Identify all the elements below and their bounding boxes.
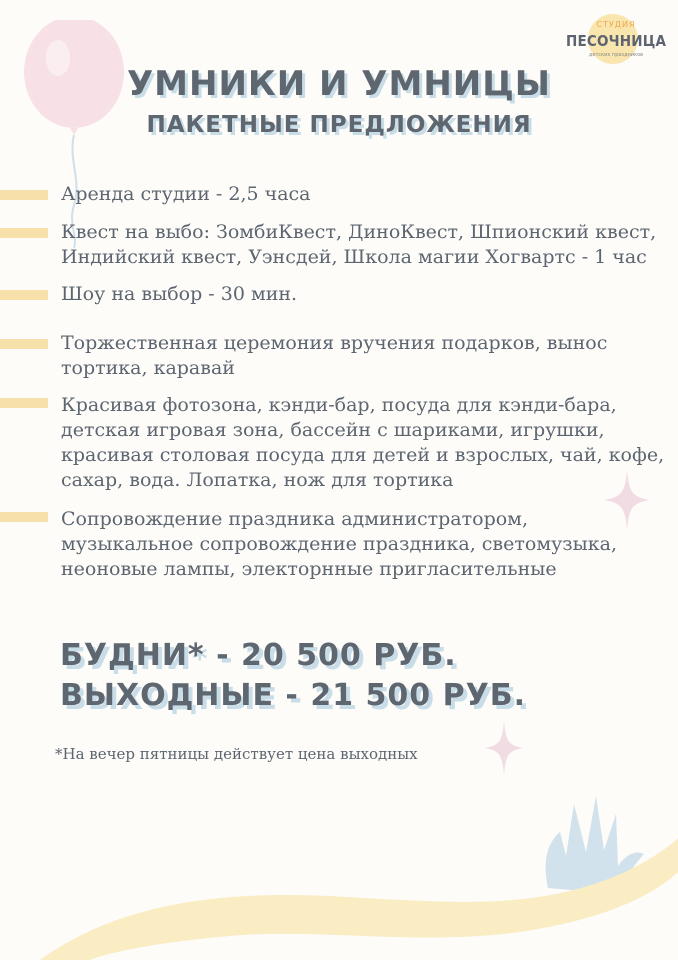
list-item-text: Красивая фотозона, кэнди-бар, посуда для кэнди-бара, детская игровая зона, бассейн с шариками, игрушки, красивая столовая посуда для детей и взрослых, чай, кофе, сахар, вода. Лопатка, нож для тортика <box>61 394 665 491</box>
weekday-price: БУДНИ* - 20 500 РУБ. <box>60 638 457 673</box>
list-item-text: Квест на выбо: ЗомбиКвест, ДиноКвест, Шпионский квест, Индийский квест, Уэнсдей, Школа магии Хогвартс - 1 час <box>61 221 657 268</box>
weekend-price: ВЫХОДНЫЕ - 21 500 РУБ. <box>60 678 526 713</box>
logo-top-text: СТУДИЯ <box>596 20 636 29</box>
bullet-bar <box>0 228 48 238</box>
page-subtitle: ПАКЕТНЫЕ ПРЕДЛОЖЕНИЯ <box>146 112 532 138</box>
footnote: *На вечер пятницы действует цена выходных <box>55 745 418 763</box>
swoosh-decoration <box>0 790 678 960</box>
bullet-bar <box>0 339 48 349</box>
logo-sub-text: детских праздников <box>588 52 644 58</box>
bullet-bar <box>0 398 48 408</box>
page-title: УМНИКИ И УМНИЦЫ <box>126 64 552 104</box>
sparkle-icon <box>485 722 523 774</box>
studio-logo <box>566 14 666 64</box>
list-item-text: Аренда студии - 2,5 часа <box>61 183 311 205</box>
list-item-text: Торжественная церемония вручения подарков, вынос тортика, каравай <box>61 332 608 379</box>
list-item-text: Сопровождение праздника администратором, музыкальное сопровождение праздника, светомузыка, неоновые лампы, электорнные пригласительные <box>61 508 618 580</box>
bullet-bar <box>0 190 48 200</box>
list-item-text: Шоу на выбор - 30 мин. <box>61 283 298 305</box>
bullet-bar <box>0 512 48 522</box>
sparkle-icon <box>604 470 650 530</box>
logo-main-text: ПЕСОЧНИЦА <box>566 32 667 50</box>
bullet-bar <box>0 290 48 300</box>
